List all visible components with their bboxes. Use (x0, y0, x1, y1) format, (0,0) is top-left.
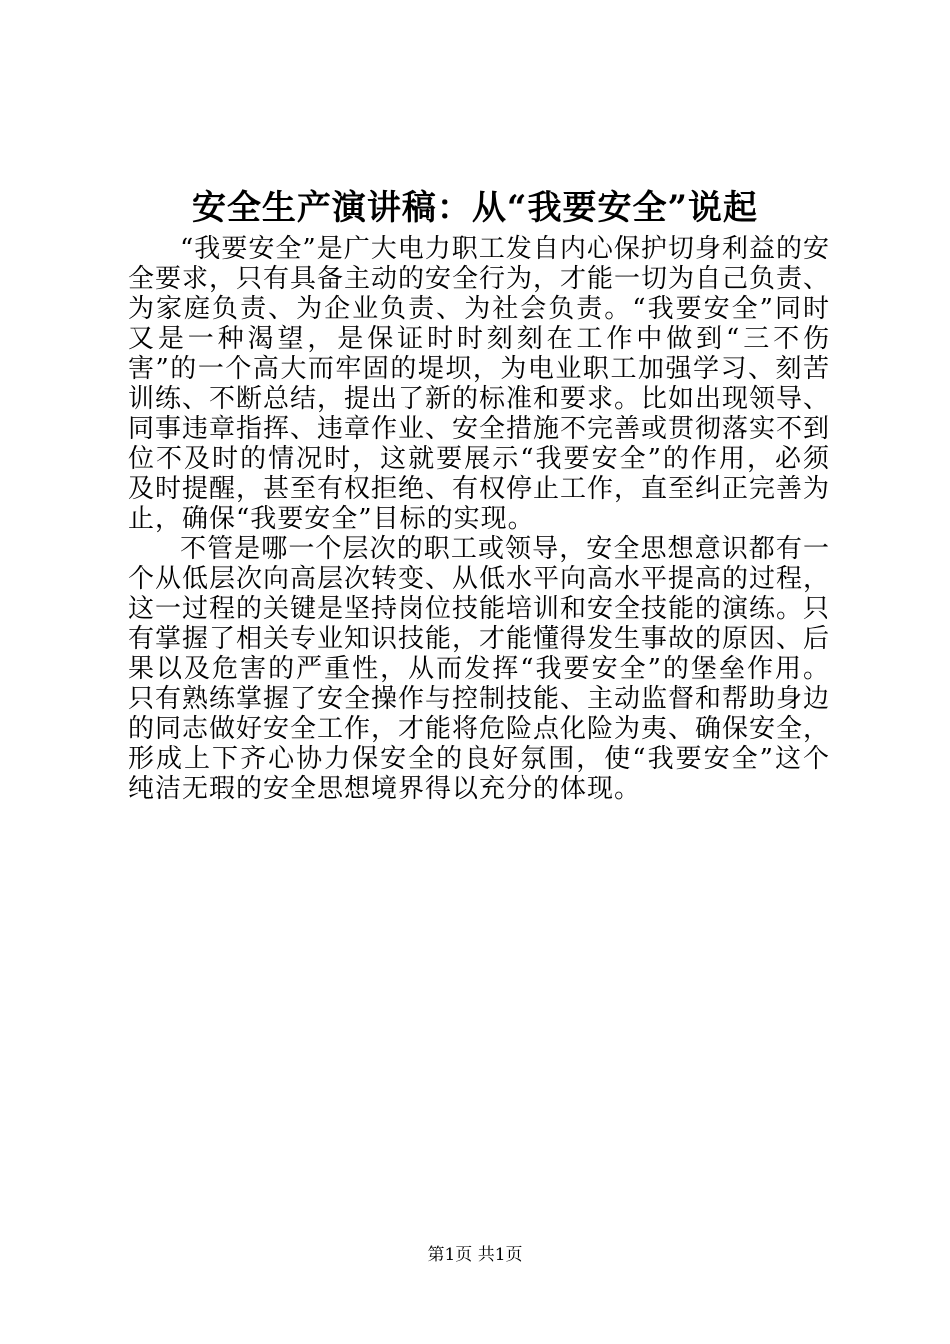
body-paragraph-1: “我要安全”是广大电力职工发自内心保护切身利益的安全要求，只有具备主动的安全行为，才能一切为自己负责、为家庭负责、为企业负责、为社会负责。“我要安全”同时又是一种渴望，是保证时时刻刻在工作中做到“三不伤害”的一个高大而牢固的堤坝，为电业职工加强学习、刻苦训练、不断总结，提出了新的标准和要求。比如出现领导、同事违章指挥、违章作业、安全措施不完善或贯彻落实不到位不及时的情况时，这就要展示“我要安全”的作用，必须及时提醒，甚至有权拒绝、有权停止工作，直至纠正完善为止，确保“我要安全”目标的实现。 (128, 234, 831, 534)
body-paragraph-2: 不管是哪一个层次的职工或领导，安全思想意识都有一个从低层次向高层次转变、从低水平向高水平提高的过程，这一过程的关键是坚持岗位技能培训和安全技能的演练。只有掌握了相关专业知识技能，才能懂得发生事故的原因、后果以及危害的严重性，从而发挥“我要安全”的堡垒作用。只有熟练掌握了安全操作与控制技能、主动监督和帮助身边的同志做好安全工作，才能将危险点化险为夷、确保安全，形成上下齐心协力保安全的良好氛围，使“我要安全”这个纯洁无瑕的安全思想境界得以充分的体现。 (128, 534, 831, 804)
document-title: 安全生产演讲稿：从“我要安全”说起 (191, 188, 759, 228)
document-body (128, 234, 830, 804)
page-number-footer: 第1页 共1页 (427, 1245, 523, 1265)
